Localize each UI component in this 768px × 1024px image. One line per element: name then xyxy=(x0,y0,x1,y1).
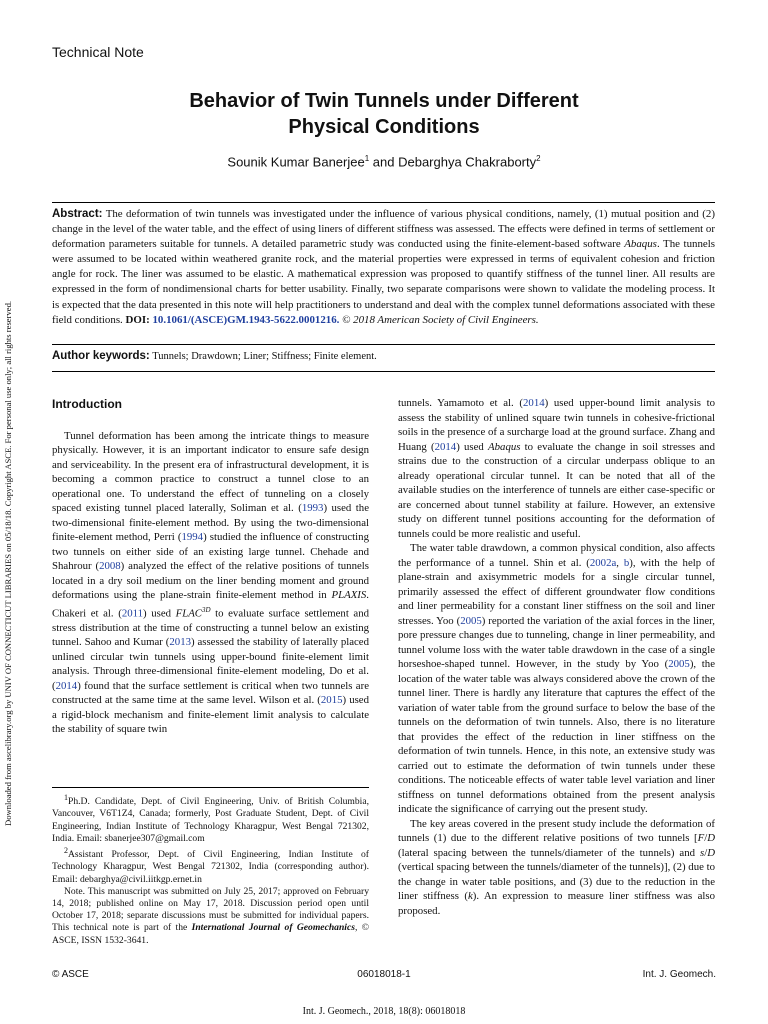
citation-line: Int. J. Geomech., 2018, 18(8): 06018018 xyxy=(302,1006,466,1017)
author-separator: and xyxy=(369,154,399,170)
footnotes xyxy=(52,787,369,947)
intro-paragraph-1: Tunnel deformation has been among the intricate things to measure physically. However, it is an important indicator to ensure safe design and serviceability. In the present era of infrastructural development, it is becoming a common practice to construct a tunnel close to an operational one. To understand the effect of tunneling on a closely spaced existing tunnel placed laterally, Soliman et al. (1993) used the two-dimensional finite-element method. By using the two-dimensional finite-element method, Perri (1994) studied the influence of constructing two tunnels on either side of an existing large tunnel. Chehade and Shahrour (2008) analyzed the effect of the relative positions of tunnels located in a dry soil medium on the liner bending moment and ground deformations using the plane-strain finite-element method in PLAXIS. Chakeri et al. (2011) used $FLAC^{3D}$ to evaluate surface settlement and stress distribution at the time of constructing a tunnel below an existing tunnel. Sahoo and Kumar (2013) assessed the stability of laterally placed unlined circular twin tunnels using upper-bound finite-element limit analysis. Through three-dimensional finite-element modeling, Do et al. (2014) found that the surface settlement is critical when two tunnels are constructed at the same time at the same level. Wilson et al. (2015) used a rigid-block mechanism and finite-element limit analysis to calculate the stability of square twin xyxy=(52,429,369,736)
keywords-label: Author keywords: xyxy=(52,350,150,362)
download-watermark xyxy=(3,186,15,826)
author-list xyxy=(100,154,668,169)
footnote-2: $^2$Assistant Professor, Dept. of Civil Engineering, Indian Institute of Technology Kharagpur, West Bengal 721302, India (corresponding author). Email: debarghya@civil.iitkgp.ernet.in xyxy=(52,846,369,885)
author-keywords xyxy=(52,350,715,362)
section-label: Technical Note xyxy=(52,44,144,60)
ref-link[interactable]: 2005 xyxy=(668,658,690,670)
ref-link[interactable]: 2014 xyxy=(523,397,545,409)
paper-title xyxy=(100,88,668,140)
download-notice: Downloaded from ascelibrary.org by UNIV OF CONNECTICUT LIBRARIES on 05/18/18. Copyright ASCE. For personal use only; all rights reserved. xyxy=(3,300,13,826)
ref-link[interactable]: 2011 xyxy=(121,607,144,620)
intro-paragraph-3: The key areas covered in the present study include the deformation of tunnels (1) due to the different relative positions of two tunnels [F/D (lateral spacing between the tunnels/diameter of the tunnels) and s/D (vertical spacing between the tunnels/diameter of the tunnels)], (2) due to the change in water table positions, and (3) due to the reduction in the liner stiffness (k). An expression to measure liner stiffness was also proposed. xyxy=(398,817,715,917)
abstract-top-rule xyxy=(52,202,715,203)
ref-link[interactable]: 2014 xyxy=(434,440,457,453)
keywords-rule xyxy=(52,371,715,372)
ref-link[interactable]: 2015 xyxy=(320,694,343,707)
intro-paragraph-2: The water table drawdown, a common physical condition, also affects the performance of a tunnel. Shin et al. (2002a, b), with the help of plane-strain and axisymmetric models for a single circular tunnel, primarily assessed the effect of different groundwater flow conditions and liner permeability for a constant liner stiffness on the soil and liner stresses. Yoo (2005) reported the variation of the axial forces in the liner, pore pressure changes due to tunneling, change in liner permeability, and tunnel volume loss with the water table drawdown in the case of a single horseshoe-shaped tunnel. However, in the study by Yoo (2005), the location of the water table was always considered above the crown of the tunnel liner. There is hardly any literature that captures the effect of the variation of water table from the ground surface to below the base of the tunnels on the deformation of twin tunnels. Also, there is no literature that provides the effect of the reduction in liner stiffness on the deformation of twin tunnels. Hence, in this note, an extensive study was carried out to estimate the deformation of twin tunnels under these conditions. The noticeable effects of water table level variation and liner stiffness on tunnel deformations obtained from the present analysis indicate the significance of carrying out the present study. xyxy=(398,542,716,815)
ref-link[interactable]: 1993 xyxy=(301,502,324,514)
left-column xyxy=(52,397,369,737)
keywords-text: Tunnels; Drawdown; Liner; Stiffness; Finite element. xyxy=(152,351,377,362)
abstract-label: Abstract: xyxy=(52,208,103,220)
footer-journal: Int. J. Geomech. xyxy=(642,969,716,980)
submission-note: Note. This manuscript was submitted on July 25, 2017; approved on February 14, 2018; published online on May 17, 2018. Discussion period open until October 17, 2018; separate discussions must be submitted for individual papers. This technical note is part of the International Journal of Geomechanics, © ASCE, ISSN 1532-3641. xyxy=(52,885,369,946)
abstract xyxy=(52,207,715,328)
ref-link[interactable]: 2002a xyxy=(589,556,617,569)
ref-link[interactable]: 2008 xyxy=(99,560,121,572)
doi-label: DOI: xyxy=(125,313,150,326)
intro-paragraph-1-cont: tunnels. Yamamoto et al. (2014) used upper-bound limit analysis to assess the stability of unlined square twin tunnels in cohesive-frictional soils in the presence of a surcharge load at the ground surface. Zhang and Huang (2014) used Abaqus to evaluate the change in soil stresses and strains due to the construction of a circular underpass oblique to an already operational circular tunnel. It can be noted that all of the available studies on the interference of tunnels are either case-specific or are concerned about tunnel stability at failure. However, an extensive study on different tunnel positions accounting for the deformation of tunnels could be more realistic and useful. xyxy=(398,397,715,540)
copyright-line: © 2018 American Society of Civil Engineers. xyxy=(339,313,539,326)
author-1: Sounik Kumar Banerjee xyxy=(227,154,365,170)
abstract-software: Abaqus xyxy=(624,238,657,251)
introduction-heading: Introduction xyxy=(52,397,122,411)
ref-link[interactable]: 2014 xyxy=(55,679,78,692)
footer-copyright: © ASCE xyxy=(52,969,89,980)
ref-link[interactable]: b xyxy=(623,556,630,569)
footnote-1: $^1$Ph.D. Candidate, Dept. of Civil Engineering, Univ. of British Columbia, Vancouver, V6T1Z4, Canada; formerly, Post Graduate Student, Dept. of Civil Engineering, Indian Institute of Technology Kharagpur, West Bengal 721302, India. Email: sbanerjee307@gmail.com xyxy=(52,793,369,844)
author-2: Debarghya Chakraborty xyxy=(398,154,537,170)
title-line-2: Physical Conditions xyxy=(288,116,480,138)
author-2-affiliation: 2 xyxy=(536,154,541,163)
abstract-text-b: . The tunnels were assumed to be located within weathered granite rock, and the material properties were expressed in terms of equivalent cohesion and friction angle for rock. The liner was assumed to be elastic. A mathematical expression was proposed to quantify stiffness of the tunnel liner. All results are expressed in the form of nondimensional charts for better usability. Finally, two separate comparisons were shown to validate the modeling process. It is expected that the data presented in this note will help practitioners to understand and deal with the complex tunnel deformations associated with these field conditions. xyxy=(52,238,716,326)
ref-link[interactable]: 1994 xyxy=(181,531,204,543)
abstract-text-a: The deformation of twin tunnels was investigated under the influence of various physical conditions, namely, (1) mutual position and (2) change in the level of the water table, and the effect of using liners of different stiffness was assessed. The effects were defined in terms of settlement or deformation parameters suitable for tunnels. A detailed parametric study was conducted using the finite-element-based software xyxy=(52,208,715,251)
ref-link[interactable]: 2013 xyxy=(169,636,191,649)
right-column xyxy=(398,396,715,918)
author-1-affiliation: 1 xyxy=(364,154,370,163)
abstract-bottom-rule xyxy=(52,344,715,345)
footer-page-id: 06018018-1 xyxy=(357,969,411,980)
doi-link[interactable]: 10.1061/(ASCE)GM.1943-5622.0001216. xyxy=(152,313,340,326)
ref-link[interactable]: 2005 xyxy=(460,614,482,627)
title-line-1: Behavior of Twin Tunnels under Different xyxy=(189,90,579,112)
